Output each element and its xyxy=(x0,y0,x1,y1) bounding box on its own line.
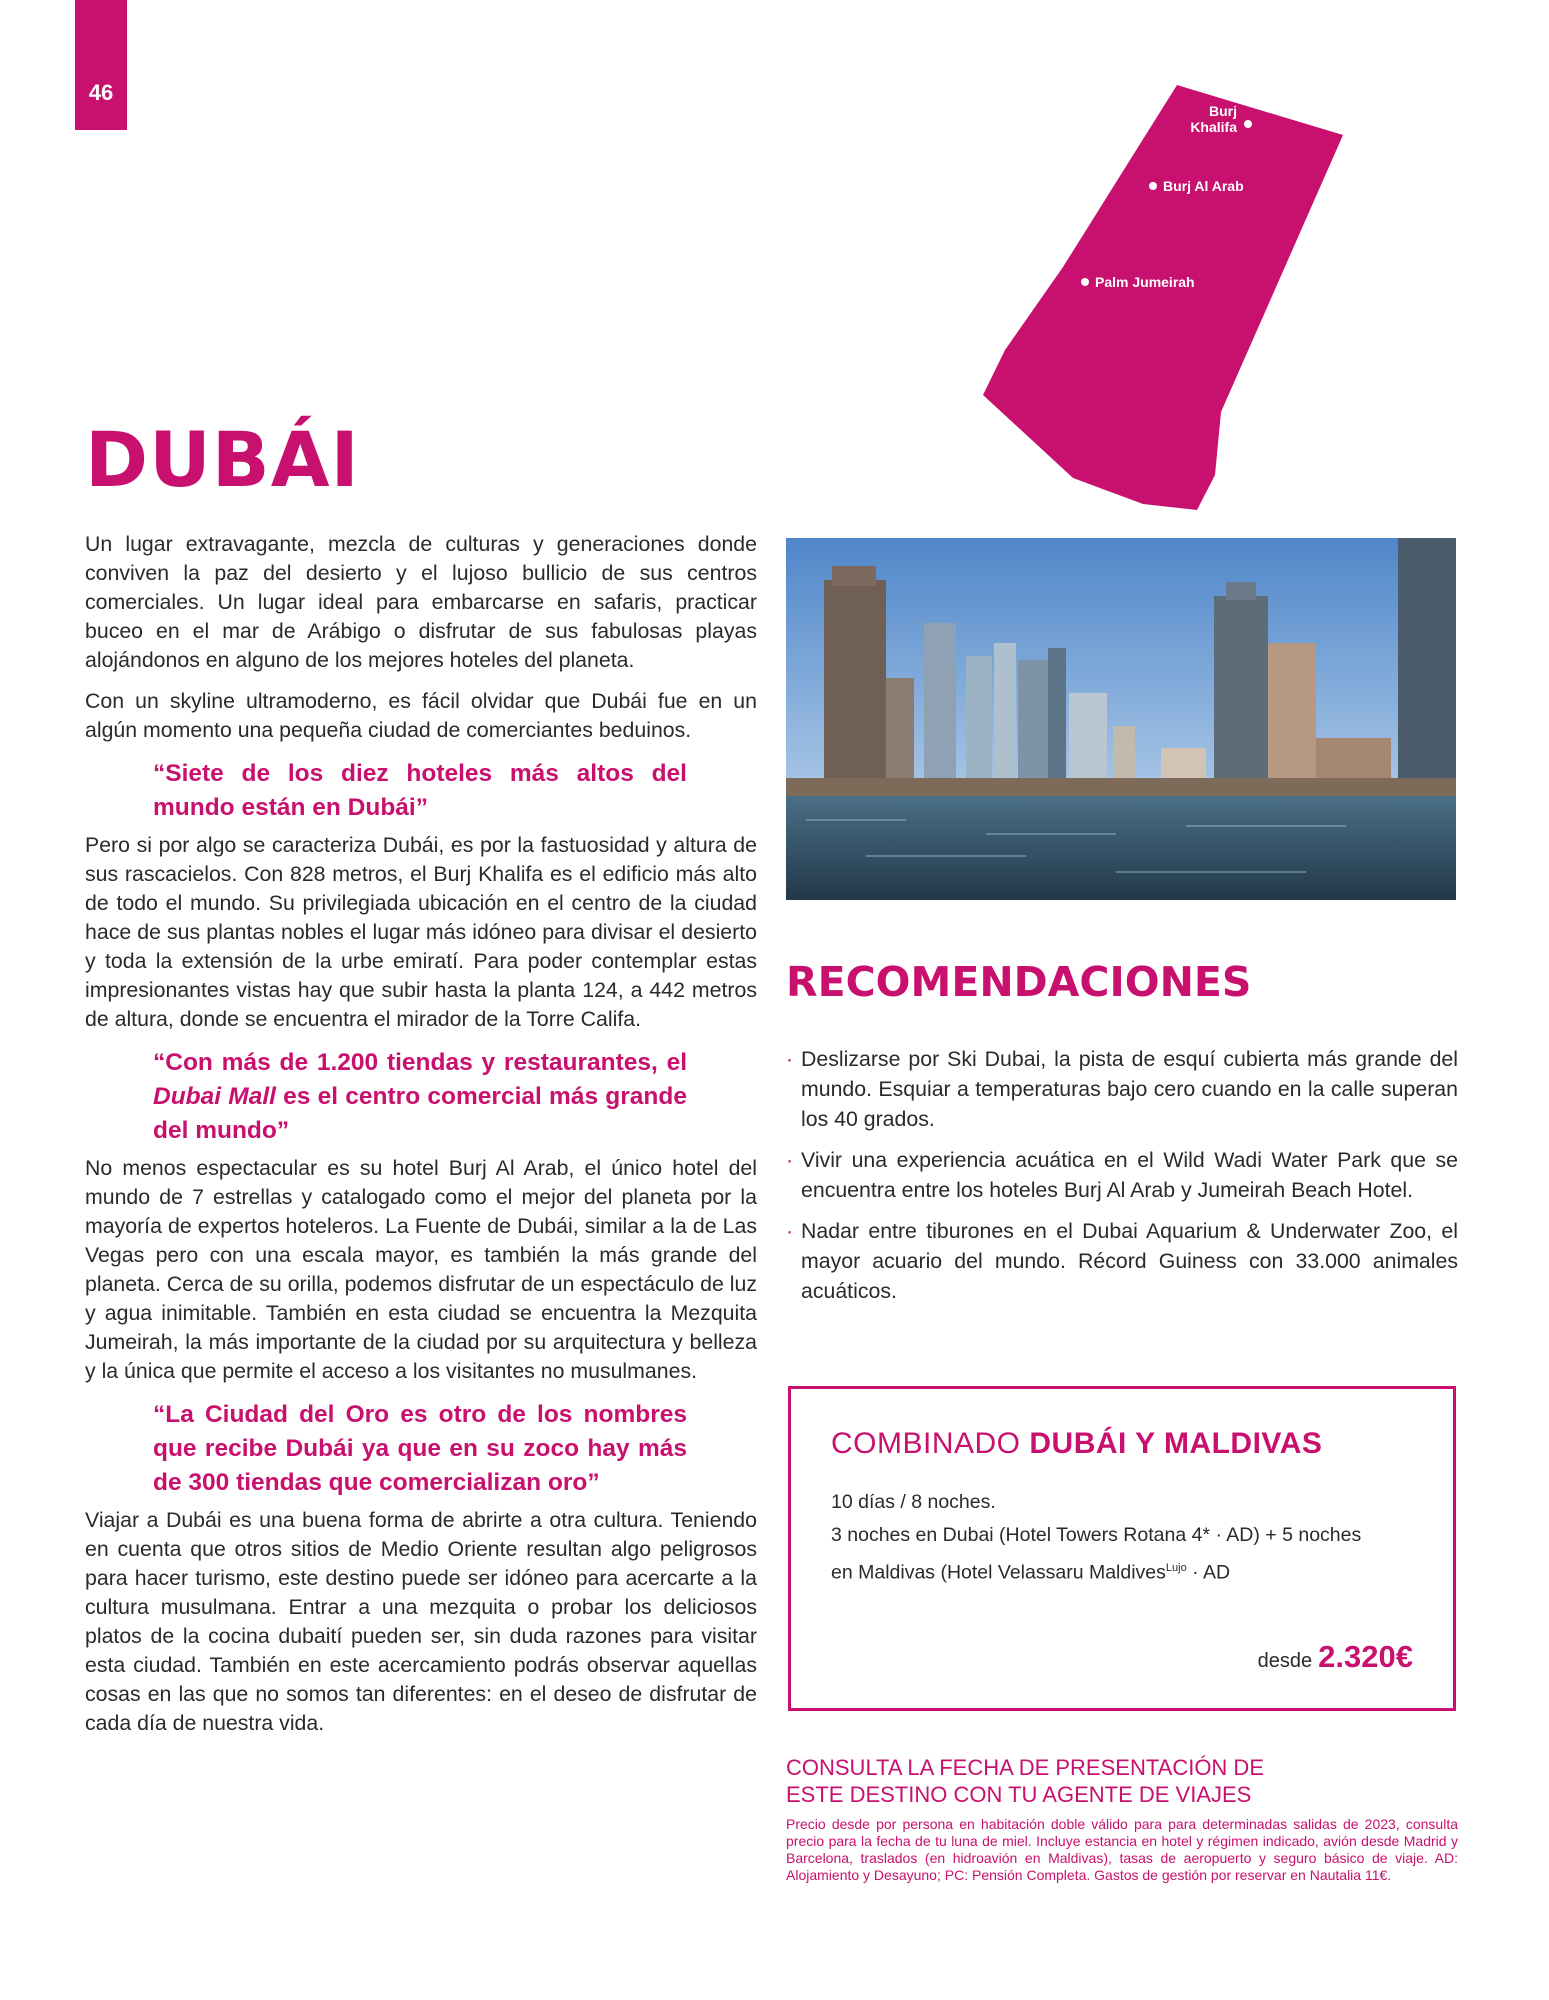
consult-note xyxy=(786,1754,1458,1808)
price-amount: 2.320€ xyxy=(1318,1639,1413,1674)
map-marker-burj-al-arab xyxy=(1149,182,1157,190)
dubai-marina-photo xyxy=(786,538,1456,900)
combo-title xyxy=(831,1427,1322,1461)
dubai-coast-map xyxy=(975,80,1355,510)
pull-quote-hotels: “Siete de los diez hoteles más altos del mundo están en Dubái” xyxy=(153,760,687,821)
paragraph-burj-al-arab: No menos espectacular es su hotel Burj Al Arab, el único hotel del mundo de 7 estrellas y catalogado como el mejor del planeta por la mayoría de expertos hoteleros. La Fuente de Dubái, similar a la de Las Vegas pero con una escala mayor, es también la más grande del planeta. Cerca de su orilla, podemos disfrutar de un espectáculo de luz y agua inimitable. También en esta ciudad se encuentra la Mezquita Jumeirah, la más importante de la ciudad por su arquitectura y belleza y la única que permite el acceso a los visitantes no musulmanes. xyxy=(85,1156,757,1383)
recommendations-title: RECOMENDACIONES xyxy=(786,958,1252,1006)
list-item xyxy=(786,1145,1458,1205)
map-marker-palm-jumeirah xyxy=(1081,278,1089,286)
combo-line3-text: en Maldivas (Hotel Velassaru Maldives xyxy=(831,1561,1166,1584)
pull-quote-dubai-mall xyxy=(153,1046,687,1148)
combo-dubai-stay: 3 noches en Dubai (Hotel Towers Rotana 4* · AD) + 5 noches xyxy=(831,1524,1362,1546)
combo-details xyxy=(831,1486,1431,1590)
map-label-burj-khalifa: Burj xyxy=(1209,103,1237,119)
map-label-burj-al-arab: Burj Al Arab xyxy=(1163,178,1244,194)
combo-price xyxy=(1258,1639,1413,1675)
price-prefix: desde xyxy=(1257,1650,1313,1672)
map-label-khalifa-line: Khalifa xyxy=(1190,119,1237,135)
quote-italic-mall: Dubai Mall xyxy=(153,1083,276,1110)
marina-water xyxy=(786,796,1456,900)
bullet: · xyxy=(786,1219,794,1243)
combo-maldives-stay xyxy=(831,1552,1431,1590)
quote-text-end: es el centro comercial más grande del mundo” xyxy=(153,1083,687,1144)
quote-text: “Con más de 1.200 tiendas y restaurantes, el xyxy=(153,1049,687,1076)
bullet: · xyxy=(786,1047,794,1071)
combo-line3-end: · AD xyxy=(1186,1561,1231,1584)
page-number-tab xyxy=(75,0,127,130)
list-item xyxy=(786,1216,1458,1306)
map-land-shape xyxy=(983,85,1343,510)
combo-duration: 10 días / 8 noches. xyxy=(831,1491,996,1513)
bullet: · xyxy=(786,1148,794,1172)
paragraph-burj-khalifa: Pero si por algo se caracteriza Dubái, es por la fastuosidad y altura de sus rascacielos. Con 828 metros, el Burj Khalifa es el edificio más alto de todo el mundo. Su privilegiada ubicación en el centro de la ciudad hace de sus plantas nobles el lugar más idóneo para divisar el desierto y toda la extensión de la urbe emiratí. Para poder contemplar estas impresionantes vistas hay que subir hasta la planta 124, a 442 metros de altura, donde se encuentra el mirador de la Torre Califa. xyxy=(85,833,757,1031)
intro-paragraph-1: Un lugar extravagante, mezcla de culturas y generaciones donde conviven la paz del desierto y el lujoso bullicio de sus centros comerciales. Un lugar ideal para embarcarse en safaris, practicar buceo en el mar de Arábigo o disfrutar de sus fabulosas playas alojándonos en alguno de los mejores hoteles del planeta. xyxy=(85,532,757,672)
map-marker-burj-khalifa xyxy=(1244,120,1252,128)
page-number: 46 xyxy=(88,80,114,105)
fine-print: Precio desde por persona en habitación doble válido para para determinadas salidas de 2023, consulta precio para la fecha de tu luna de miel. Incluye estancia en hotel y régimen indicado, avión desde Madrid y Barcelona, traslados (en hidroavión en Maldivas), tasas de aeropuerto y seguro básico de viaje. AD: Alojamiento y Desayuno; PC: Pensión Completa. Gastos de gestión por reservar en Nautalia 11€. xyxy=(786,1816,1458,1883)
recommendation-text: Vivir una experiencia acuática en el Wild Wadi Water Park que se encuentra entre los hoteles Burj Al Arab y Jumeirah Beach Hotel. xyxy=(801,1148,1458,1202)
consult-line-1: CONSULTA LA FECHA DE PRESENTACIÓN DE xyxy=(786,1755,1264,1780)
page-title: DUBÁI xyxy=(85,415,360,504)
paragraph-culture: Viajar a Dubái es una buena forma de abrirte a otra cultura. Teniendo en cuenta que otros sitios de Medio Oriente resultan algo peligrosos para hacer turismo, este destino puede ser idóneo para acercarte a la cultura musulmana. Entrar a una mezquita o probar los deliciosos platos de la cocina dubaití pueden ser, sin duda razones para visitar esta ciudad. También en este acercamiento podrás observar aquellas cosas en las que no somos tan diferentes: en el deseo de disfrutar de cada día de nuestra vida. xyxy=(85,1508,757,1735)
map-label-palm-jumeirah: Palm Jumeirah xyxy=(1095,274,1195,290)
combo-offer-box xyxy=(788,1386,1456,1711)
intro-paragraph-2: Con un skyline ultramoderno, es fácil olvidar que Dubái fue en un algún momento una pequeña ciudad de comerciantes beduinos. xyxy=(85,689,757,742)
pull-quote-gold: “La Ciudad del Oro es otro de los nombres que recibe Dubái ya que en su zoco hay más de 300 tiendas que comercializan oro” xyxy=(153,1401,687,1496)
recommendation-text: Nadar entre tiburones en el Dubai Aquarium & Underwater Zoo, el mayor acuario del mundo. Récord Guiness con 33.000 animales acuáticos. xyxy=(801,1219,1458,1303)
recommendations-list xyxy=(786,1044,1458,1317)
list-item xyxy=(786,1044,1458,1134)
combo-title-light: COMBINADO xyxy=(831,1427,1030,1460)
consult-line-2: ESTE DESTINO CON TU AGENTE DE VIAJES xyxy=(786,1782,1252,1807)
combo-line3-sup: Lujo xyxy=(1165,1562,1187,1574)
recommendation-text: Deslizarse por Ski Dubai, la pista de esquí cubierta más grande del mundo. Esquiar a temperaturas bajo cero cuando en la calle superan los 40 grados. xyxy=(801,1047,1458,1131)
combo-title-bold: DUBÁI Y MALDIVAS xyxy=(1029,1427,1323,1460)
article-body xyxy=(85,530,757,1750)
